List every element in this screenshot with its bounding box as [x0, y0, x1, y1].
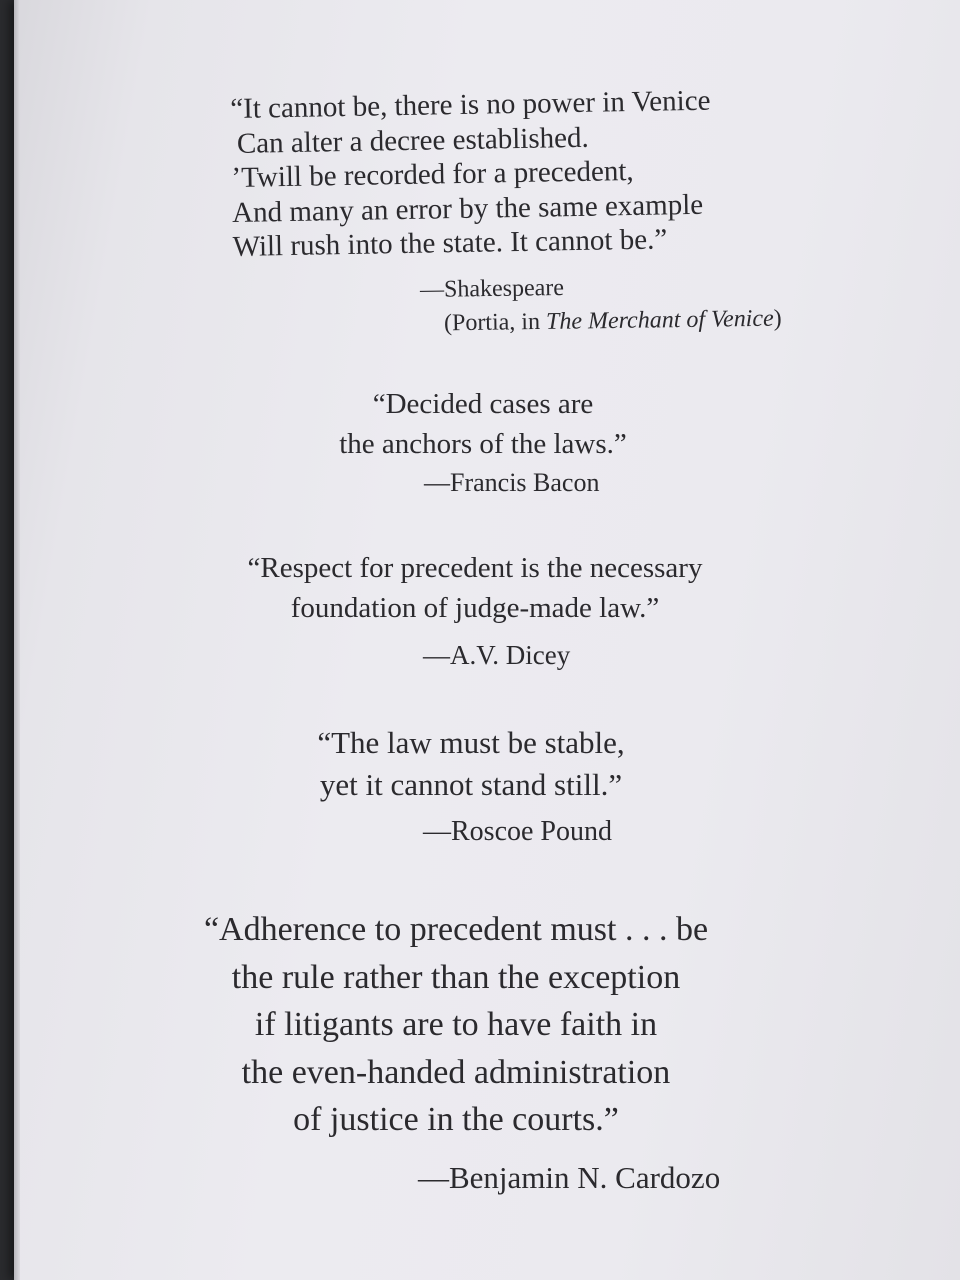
- book-page: [14, 0, 960, 1280]
- attribution-note-title: The Merchant of Venice: [545, 305, 774, 335]
- attribution-note: [444, 306, 782, 338]
- quote-line: “Respect for precedent is the necessary: [247, 552, 703, 584]
- quote-dicey: [14, 548, 960, 628]
- attribution-bacon: —Francis Bacon: [424, 468, 600, 497]
- attribution-cardozo: —Benjamin N. Cardozo: [418, 1160, 721, 1195]
- quote-cardozo: [14, 906, 960, 1144]
- attribution-shakespeare: —Shakespeare: [419, 274, 565, 304]
- quote-shakespeare: [230, 84, 713, 265]
- quote-bacon: [14, 384, 960, 464]
- quote-line: “The law must be stable,: [317, 725, 625, 760]
- attribution-note-suffix: ): [773, 305, 782, 332]
- quote-line: if litigants are to have faith in: [254, 1006, 658, 1043]
- attribution-pound: —Roscoe Pound: [423, 816, 612, 847]
- quote-line: Will rush into the state. It cannot be.”: [232, 223, 668, 263]
- quote-line: “Decided cases are: [372, 388, 594, 420]
- quote-line: of justice in the courts.”: [293, 1101, 619, 1138]
- quote-line: the anchors of the laws.”: [339, 428, 627, 460]
- quote-line: Can alter a decree established.: [236, 121, 589, 160]
- quote-line: ’Twill be recorded for a precedent,: [231, 154, 634, 194]
- quote-line: And many an error by the same example: [231, 188, 704, 229]
- attribution-note-prefix: (Portia, in: [443, 308, 547, 337]
- quote-pound: [14, 722, 960, 806]
- quote-line: “Adherence to precedent must . . . be: [203, 911, 709, 948]
- quote-line: the rule rather than the exception: [231, 958, 681, 996]
- quote-line: foundation of judge-made law.”: [290, 592, 660, 624]
- quote-line: “It cannot be, there is no power in Venice: [230, 84, 711, 125]
- quote-line: yet it cannot stand still.”: [319, 767, 623, 802]
- attribution-dicey: —A.V. Dicey: [423, 640, 571, 670]
- quote-line: the even-handed administration: [241, 1053, 671, 1091]
